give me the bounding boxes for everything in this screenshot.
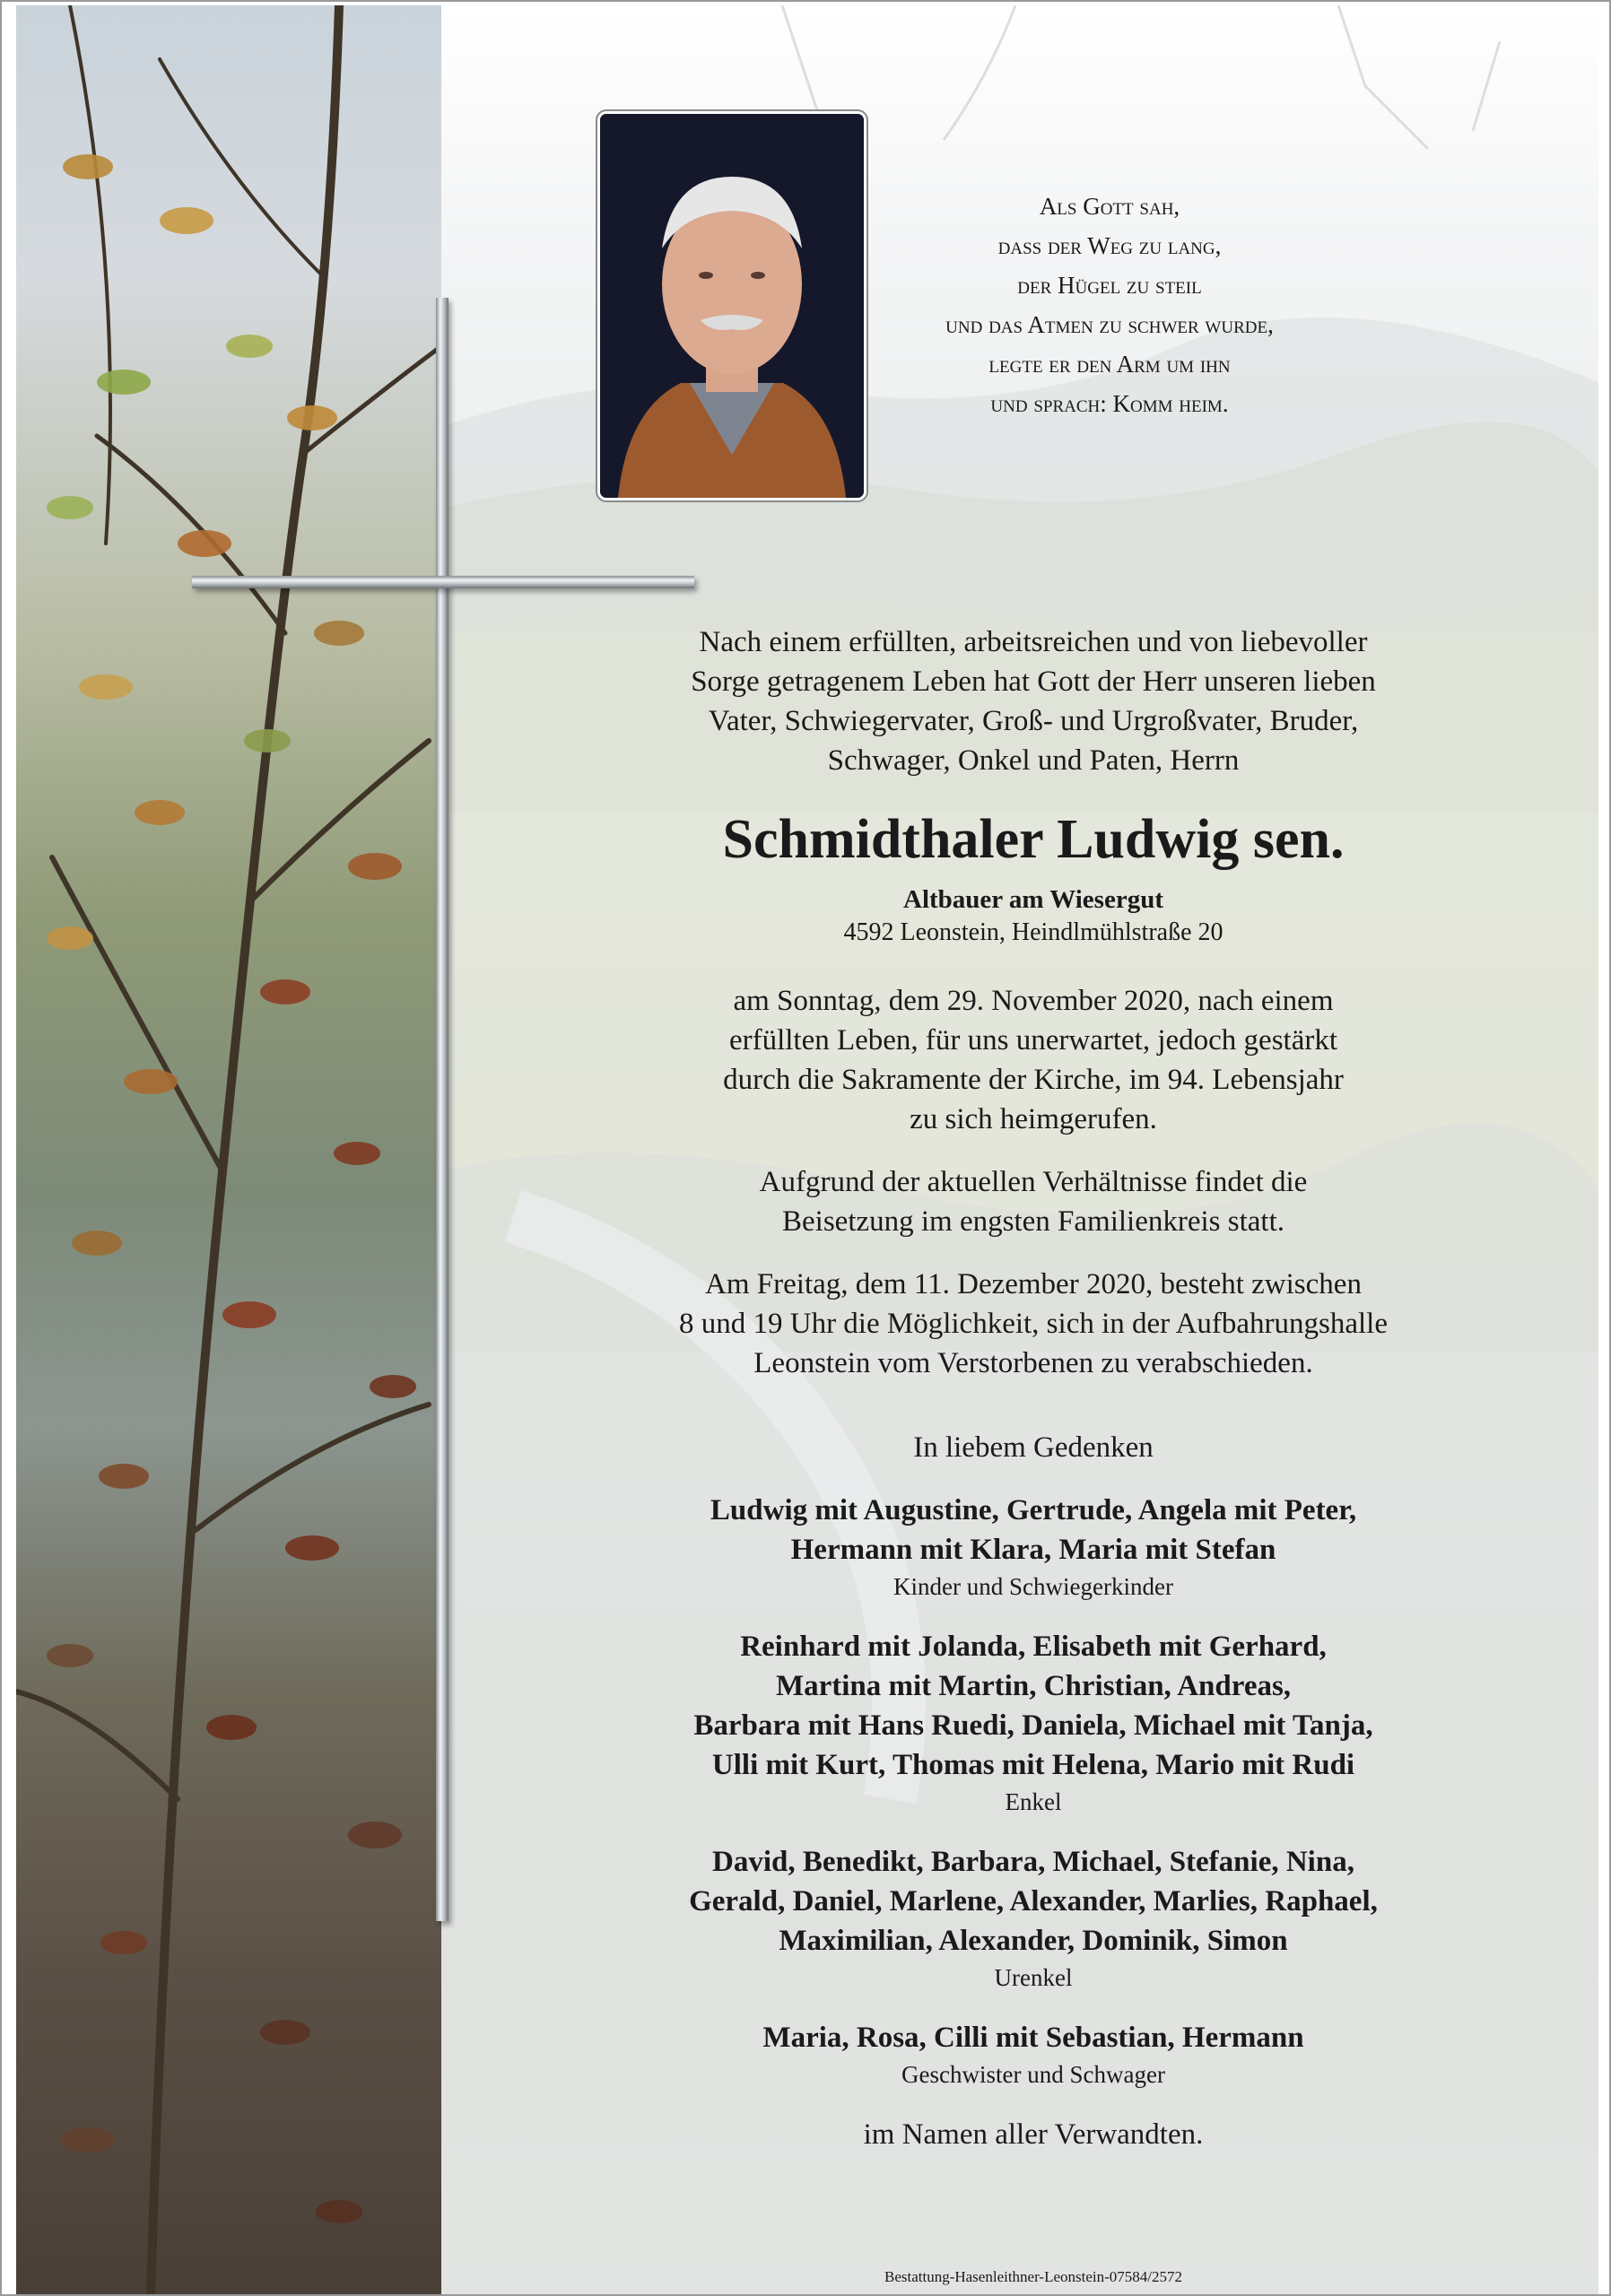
- memorial-heading: In liebem Gedenken: [913, 1431, 1154, 1464]
- family-names-line: Maximilian, Alexander, Dominik, Simon: [779, 1925, 1288, 1957]
- poem-line: Als Gott sah,: [1039, 193, 1180, 220]
- funeral-home-footer: Bestattung-Hasenleithner-Leonstein-07584/2572: [884, 2268, 1183, 2285]
- family-group-siblings: [576, 2018, 1491, 2057]
- family-names-line: Ludwig mit Augustine, Gertrude, Angela mit Peter,: [710, 1494, 1357, 1526]
- family-names-line: David, Benedikt, Barbara, Michael, Stefanie, Nina,: [712, 1846, 1354, 1878]
- burial-notice-paragraph: [576, 1162, 1491, 1241]
- family-label-siblings: Geschwister und Schwager: [901, 2061, 1165, 2088]
- main-text: [576, 622, 1491, 2154]
- family-label-children: Kinder und Schwiegerkinder: [893, 1573, 1173, 1600]
- family-group-great-grandchildren: [576, 1842, 1491, 1961]
- deceased-address: 4592 Leonstein, Heindlmühlstraße 20: [843, 918, 1223, 946]
- intro-line: Nach einem erfüllten, arbeitsreichen und von liebevoller: [699, 626, 1368, 658]
- death-notice-paragraph: [576, 981, 1491, 1139]
- family-group-grandchildren: [576, 1627, 1491, 1785]
- death-notice-line: zu sich heimgerufen.: [910, 1103, 1157, 1135]
- deceased-title: Altbauer am Wiesergut: [903, 885, 1163, 914]
- poem: [899, 187, 1320, 423]
- family-names-line: Martina mit Martin, Christian, Andreas,: [775, 1670, 1292, 1702]
- family-label-great-grandchildren: Urenkel: [994, 1964, 1073, 1991]
- family-label-grandchildren: Enkel: [1005, 1788, 1062, 1815]
- intro-paragraph: [576, 622, 1491, 780]
- branches-illustration: [16, 5, 441, 2294]
- cross-horizontal-beam: [192, 576, 694, 588]
- portrait-photo: [597, 111, 866, 500]
- cross-vertical-beam: [436, 298, 448, 1921]
- death-notice-line: am Sonntag, dem 29. November 2020, nach einem: [733, 985, 1334, 1017]
- intro-line: Schwager, Onkel und Paten, Herrn: [827, 744, 1240, 777]
- poem-line: der Hügel zu steil: [1017, 272, 1202, 299]
- burial-notice-line: Aufgrund der aktuellen Verhältnisse findet die: [759, 1166, 1308, 1198]
- viewing-notice-paragraph: [576, 1265, 1491, 1383]
- intro-line: Sorge getragenem Leben hat Gott der Herr unseren lieben: [691, 665, 1376, 698]
- viewing-notice-line: 8 und 19 Uhr die Möglichkeit, sich in der Aufbahrungshalle: [678, 1308, 1389, 1340]
- family-names-line: Barbara mit Hans Ruedi, Daniela, Michael mit Tanja,: [693, 1709, 1373, 1742]
- viewing-notice-line: Am Freitag, dem 11. Dezember 2020, besteht zwischen: [705, 1268, 1362, 1300]
- closing-line: im Namen aller Verwandten.: [863, 2118, 1204, 2151]
- poem-line: dass der Weg zu lang,: [997, 232, 1222, 259]
- viewing-notice-line: Leonstein vom Verstorbenen zu verabschieden.: [753, 1347, 1313, 1379]
- death-notice-line: erfüllten Leben, für uns unerwartet, jedoch gestärkt: [728, 1024, 1338, 1057]
- family-names-line: Reinhard mit Jolanda, Elisabeth mit Gerhard,: [740, 1631, 1327, 1663]
- family-names-line: Gerald, Daniel, Marlene, Alexander, Marlies, Raphael,: [689, 1885, 1378, 1918]
- burial-notice-line: Beisetzung im engsten Familienkreis statt.: [782, 1205, 1284, 1238]
- intro-line: Vater, Schwiegervater, Groß- und Urgroßvater, Bruder,: [708, 705, 1359, 737]
- poem-line: und das Atmen zu schwer wurde,: [945, 311, 1274, 338]
- poem-line: und sprach: Komm heim.: [990, 390, 1229, 417]
- poem-line: legte er den Arm um ihn: [988, 351, 1231, 378]
- family-names-line: Maria, Rosa, Cilli mit Sebastian, Hermann: [762, 2022, 1304, 2054]
- deceased-name: Schmidthaler Ludwig sen.: [722, 809, 1345, 870]
- death-notice-line: durch die Sakramente der Kirche, im 94. Lebensjahr: [723, 1064, 1344, 1096]
- family-names-line: Hermann mit Klara, Maria mit Stefan: [790, 1534, 1276, 1566]
- family-names-line: Ulli mit Kurt, Thomas mit Helena, Mario mit Rudi: [711, 1749, 1355, 1781]
- portrait-illustration: [600, 114, 864, 498]
- family-group-children: [576, 1491, 1491, 1570]
- autumn-branches-photo: [16, 5, 441, 2294]
